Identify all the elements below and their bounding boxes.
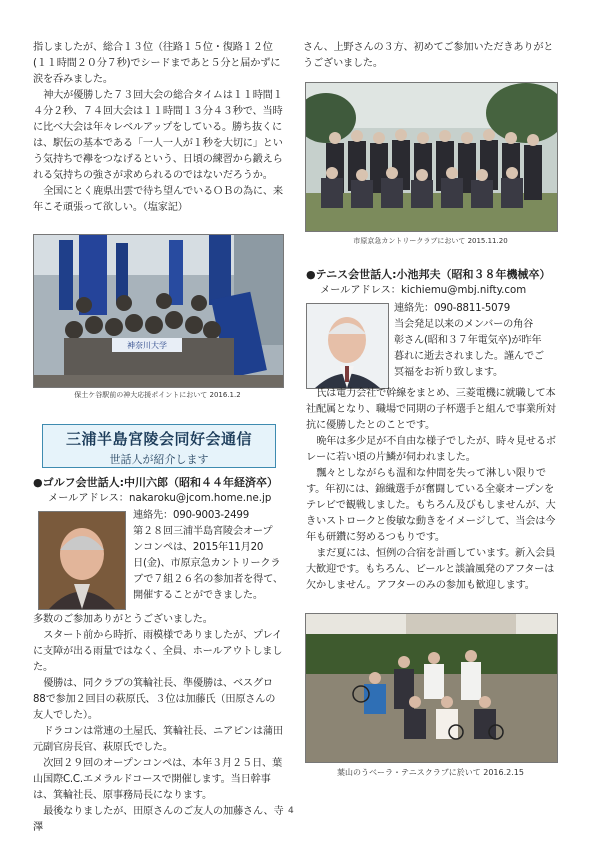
paragraph: 神大が優勝した７３回大会の総合タイムは１１時間１４分２秒、７４回大会は１１時間１３分４３秒で、当時に比べ大会は年々レベルアップをしている。勝ち抜くには、駅伝の基本である「一人一人が１秒を大切に」という気持ちで襷をつなげるという、日頃の練習から鍛えられる気持ちの強さが求められるのではないだろうか。 [33,90,283,181]
paragraph: スタート前から時折、雨模様でありましたが、プレイに支障が出る雨量ではなく、全員、ホールアウトしました。 [33,630,283,673]
golf-group-photo [305,82,558,232]
golf-wrap-text [133,508,283,604]
golf-photo-caption: 市原京急カントリークラブにおいて 2015.11.20 [353,237,508,245]
golf-email: メールアドレス：nakaroku@jcom.home.ne.jp [48,493,272,504]
left-column-top [33,40,283,216]
paragraph: 晩年は多少足が不自由な様子でしたが、時々見せるボレーに若い頃の片鱗が伺われました。 [306,436,556,463]
section-subtitle: 世話人が紹介します [109,453,209,466]
paragraph: ドラコンは常連の土屋氏、箕輪社長、ニアピンは蒲田元副官房長官、萩原氏でした。 [33,726,283,753]
golf-heading: ●ゴルフ会世話人:中川六郎（昭和４４年経済卒） [33,476,278,489]
golf-line: ンコンペは、2015年11月20 [133,542,264,553]
section-banner [42,424,276,468]
golf-phone: 連絡先：090-9003-2499 [133,510,249,521]
banner-text: 神奈川大学 [127,341,167,350]
ekiden-photo-caption: 保土ケ谷駅前の神大応援ポイントにおいて 2016.1.2 [74,391,241,399]
tennis-heading: ●テニス会世話人:小池邦夫（昭和３８年機械卒） [306,268,551,281]
paragraph: 指しましたが、総合１３位（往路１５位・復路１２位(１１時間２０分７秒)でシードまであと５分と届かずに涙を呑みました。 [33,42,281,85]
tennis-line: 当会発足以来のメンバーの角谷 [394,319,534,330]
golf-line: ブで７組２６名の参加者を得て、 [133,574,283,585]
section-title: 三浦半島宮陵会同好会通信 [65,430,252,448]
paragraph: 氏は電力会社で幹線をまとめ、三菱電機に就職して本社配属となり、職場で同期の子杯選手と組んで事業所対抗に優勝したとのことです。 [306,388,556,431]
paragraph: さん、上野さんの３方、初めてご参加いただきありがとうございました。 [303,42,554,69]
ekiden-support-photo [33,234,284,388]
golf-line: 第２８回三浦半島宮陵会オープ [133,526,273,537]
tennis-line: 彰さん(昭和３７年電気卒)が昨年 [394,335,542,346]
nakagawa-portrait [38,511,126,610]
tennis-phone: 連絡先：090-8811-5079 [394,303,510,314]
paragraph: 多数のご参加ありがとうございました。 [33,614,213,625]
tennis-email: メールアドレス：kichiemu@mbj.nifty.com [320,285,527,296]
golf-line: 開催することができました。 [133,590,263,601]
right-column-top [303,40,558,72]
page-number: 4 [288,806,294,816]
tennis-body [306,386,558,594]
paragraph: 最後なりましたが、田原さんのご友人の加藤さん、寺澤 [33,806,284,833]
paragraph: 次回２９回のオープンコンペは、本年３月２５日、葉山国際C.C.エメラルドコースで開催します。当日幹事は、箕輪社長、原事務局長になります。 [33,758,282,801]
paragraph: 全国にとく鹿県出雲で待ち望んでいるＯＢの為に、来年こそ頑張って欲しい。（塩家記） [33,186,283,213]
tennis-line: 冥福をお祈り致します。 [394,367,504,378]
golf-line: 日(金)、市原京急カントリークラ [133,558,281,569]
paragraph: まだ夏には、恒例の合宿を計画しています。新入会員大歓迎です。もちろん、ビールと談論風発のアフターは欠かしません。アフターのみの参加も歓迎します。 [306,548,556,591]
tennis-group-photo [305,613,558,763]
golf-body [33,612,285,836]
koike-portrait [306,303,389,389]
paragraph: 飄々としながらも温和な仲間を失って淋しい限りです。年初には、錦織選手が奮闘している全豪オープンをテレビで観戦しました。もちろん及びもしませんが、大きいストロークと俊敏な動きをイメージして、当会は今年も研鑽に努めるつもりです。 [306,468,556,543]
paragraph: 優勝は、同クラブの箕輪社長、準優勝は、ベスグロ88で参加２回目の萩原氏、３位は加藤氏（田原さんの友人でした）。 [33,678,276,721]
tennis-line: 暮れに逝去されました。謹んでご [394,351,544,362]
tennis-wrap-text [394,301,559,381]
tennis-photo-caption: 葉山のうベーラ・テニスクラブに於いて 2016.2.15 [337,768,524,777]
